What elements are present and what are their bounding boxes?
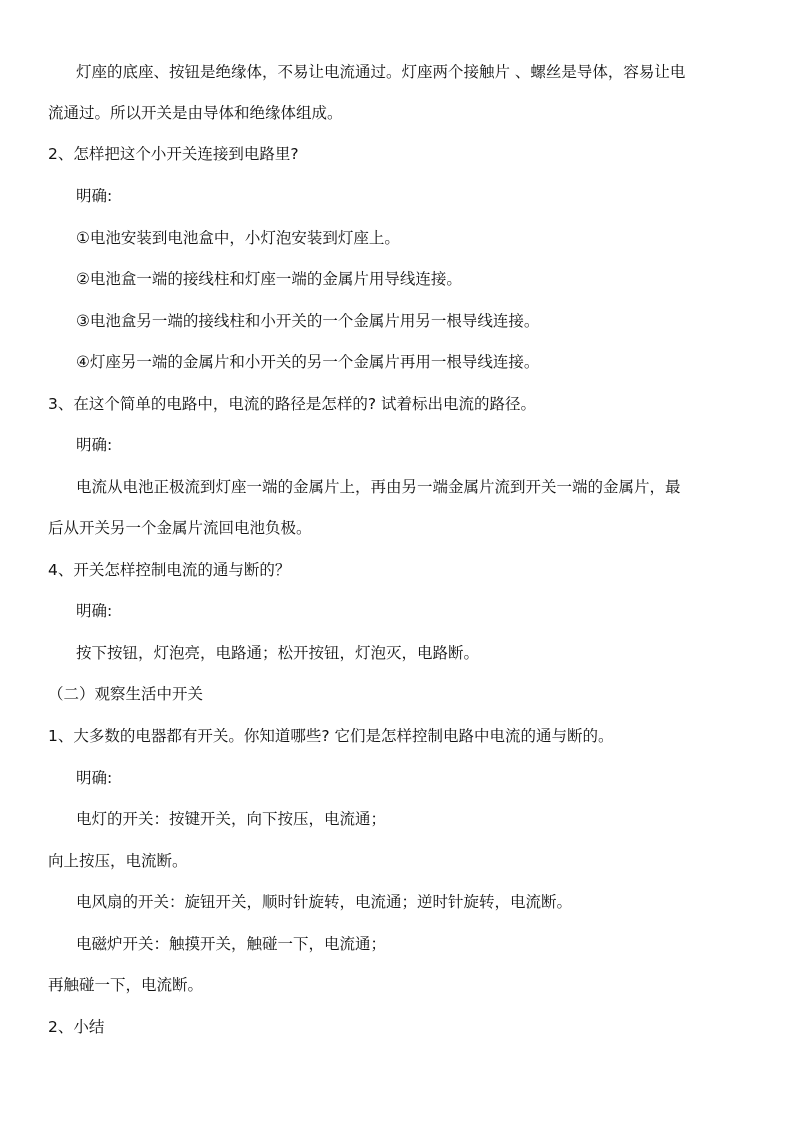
- paragraph-line-insulator-1: 灯座的底座、按钮是绝缘体，不易让电流通过。灯座两个接触片 、螺丝是导体，容易让电: [76, 63, 686, 81]
- induction-switch-line-1: 电磁炉开关：触摸开关，触碰一下，电流通；: [76, 935, 387, 953]
- answer-label: 明确:: [76, 436, 113, 454]
- induction-switch-line-2: 再触碰一下，电流断。: [48, 976, 204, 994]
- step-3: ③电池盒另一端的接线柱和小开关的一个金属片用另一根导线连接。: [76, 312, 540, 330]
- answer-label: 明确:: [76, 602, 113, 620]
- fan-switch-line: 电风扇的开关：旋钮开关，顺时针旋转，电流通；逆时针旋转，电流断。: [76, 893, 573, 911]
- step-1: ①电池安装到电池盒中，小灯泡安装到灯座上。: [76, 229, 400, 247]
- question-2: 2、怎样把这个小开关连接到电路里?: [48, 145, 299, 163]
- step-2: ②电池盒一端的接线柱和灯座一端的金属片用导线连接。: [76, 270, 462, 288]
- question-3: 3、在这个简单的电路中，电流的路径是怎样的? 试着标出电流的路径。: [48, 395, 537, 413]
- step-4: ④灯座另一端的金属片和小开关的另一个金属片再用一根导线连接。: [76, 353, 540, 371]
- light-switch-line-1: 电灯的开关：按键开关，向下按压，电流通；: [76, 810, 387, 828]
- answer-label: 明确:: [76, 187, 113, 205]
- answer-switch-control: 按下按钮，灯泡亮，电路通；松开按钮，灯泡灭，电路断。: [76, 644, 480, 662]
- section-heading-2: （二）观察生活中开关: [48, 685, 204, 703]
- paragraph-line-insulator-2: 流通过。所以开关是由导体和绝缘体组成。: [48, 104, 343, 122]
- answer-label: 明确:: [76, 769, 113, 787]
- question-1: 1、大多数的电器都有开关。你知道哪些? 它们是怎样控制电路中电流的通与断的。: [48, 727, 614, 745]
- question-4: 4、开关怎样控制电流的通与断的？: [48, 561, 291, 579]
- light-switch-line-2: 向上按压，电流断。: [48, 852, 188, 870]
- paragraph-line-current-path-1: 电流从电池正极流到灯座一端的金属片上，再由另一端金属片流到开关一端的金属片，最: [76, 478, 681, 496]
- paragraph-line-current-path-2: 后从开关另一个金属片流回电池负极。: [48, 519, 312, 537]
- summary-heading: 2、小结: [48, 1018, 105, 1036]
